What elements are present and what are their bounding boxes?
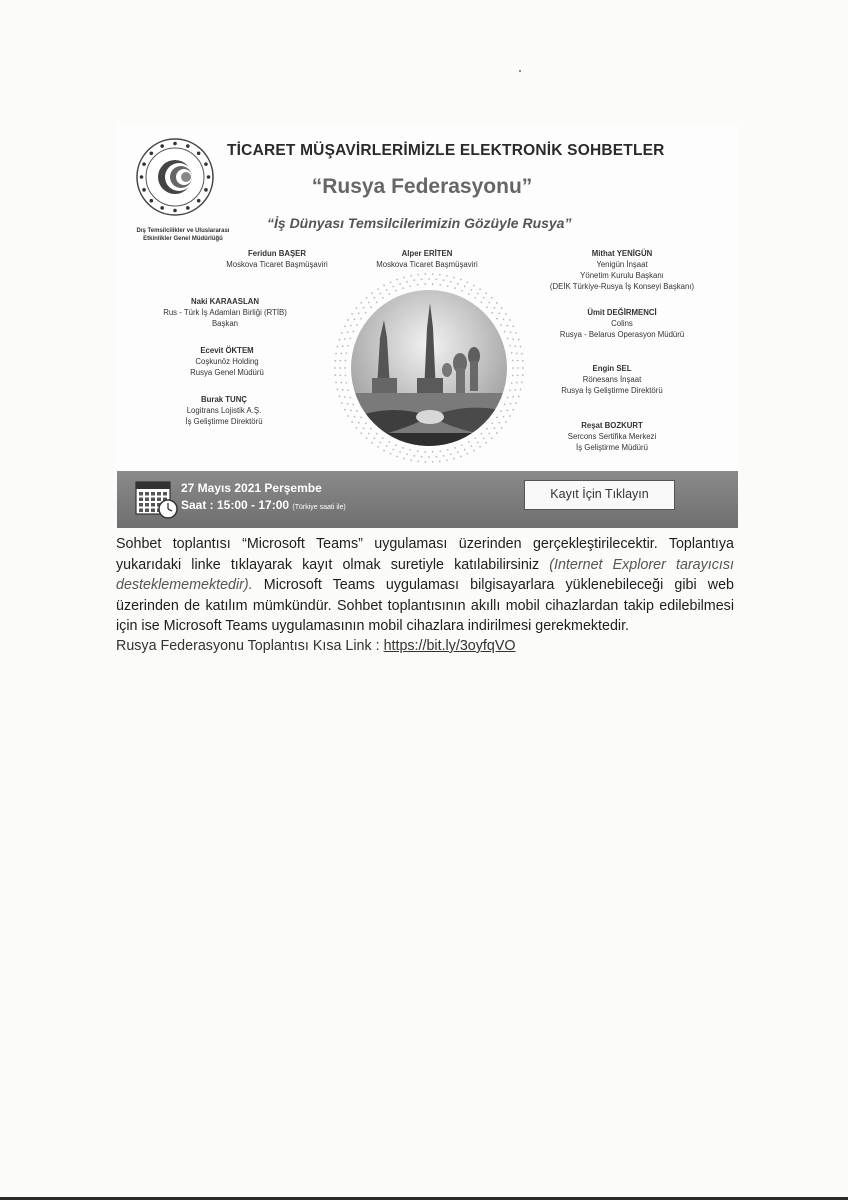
speaker-alper-eriten: Alper ERİTEN Moskova Ticaret Başmüşaviri [376,249,478,269]
country-title: “Rusya Federasyonu” [311,175,533,198]
event-flyer [117,123,738,528]
info-paragraph: Sohbet toplantısı “Microsoft Teams” uygulaması üzerinden gerçekleştirilecektir. Toplantıya yukarıdaki linke tıklayarak kayıt olmak suretiyle katılabilirsiniz (Internet Explorer tarayıcısı desteklememektedir). Microsoft Teams uygulaması bilgisayarlara yüklenebileceği gibi web üzerinden de katılım mümkündür. Sohbet toplantısının akıllı mobil cihazlardan takip edilebilmesi için ise Microsoft Teams uygulamasının mobil cihazlara indirilmesi gerekmektedir. [116,536,734,634]
organization-name: Dış Temsilcilikler ve Uluslararası Etkinlikler Genel Müdürlüğü [136,228,230,242]
subtitle: “İş Dünyası Temsilcilerimizin Gözüyle Rusya” [267,215,572,231]
speaker-resat-bozkurt: Reşat BOZKURT Sercons Sertifika Merkezi İş Geliştirme Müdürü [567,421,657,452]
speaker-burak-tunc: Burak TUNÇ Logitrans Lojistik A.Ş. İş Geliştirme Direktörü [185,395,263,426]
speaker-engin-sel: Engin SEL Rönesans İnşaat Rusya İş Geliştirme Direktörü [561,364,663,395]
speaker-ecevit-oktem: Ecevit ÖKTEM Coşkunöz Holding Rusya Genel Müdürü [190,346,264,377]
register-button[interactable]: Kayıt İçin Tıklayın [524,480,675,510]
event-time: Saat : 15:00 - 17:00 (Türkiye saati ile) [181,498,346,512]
kremlin-handshake-image [332,268,527,463]
calendar-clock-icon [135,478,179,520]
speaker-naki-karaaslan: Naki KARAASLAN Rus - Türk İş Adamları Birliği (RTİB) Başkan [163,297,287,328]
speaker-umit-degirmenci: Ümit DEĞİRMENCİ Colins Rusya - Belarus Operasyon Müdürü [559,308,685,339]
speaker-mithat-yenigun: Mithat YENİGÜN Yenigün İnşaat Yönetim Kurulu Başkanı (DEİK Türkiye-Rusya İş Konseyi Başkanı) [549,249,695,291]
event-date: 27 Mayıs 2021 Perşembe [181,481,322,495]
browser-note: (Internet Explorer tarayıcısı desteklememektedir). [116,556,734,593]
short-link[interactable]: https://bit.ly/3oyfqVO [383,638,516,654]
ministry-seal-icon [135,137,215,217]
speaker-feridun-baser: Feridun BAŞER Moskova Ticaret Başmüşaviri [226,249,328,269]
short-link-line: Rusya Federasyonu Toplantısı Kısa Link : https://bit.ly/3oyfqVO [116,638,516,654]
header-title: TİCARET MÜŞAVİRLERİMİZLE ELEKTRONİK SOHBETLER [227,142,665,159]
scan-speck [519,70,521,72]
event-date-banner [117,471,738,528]
